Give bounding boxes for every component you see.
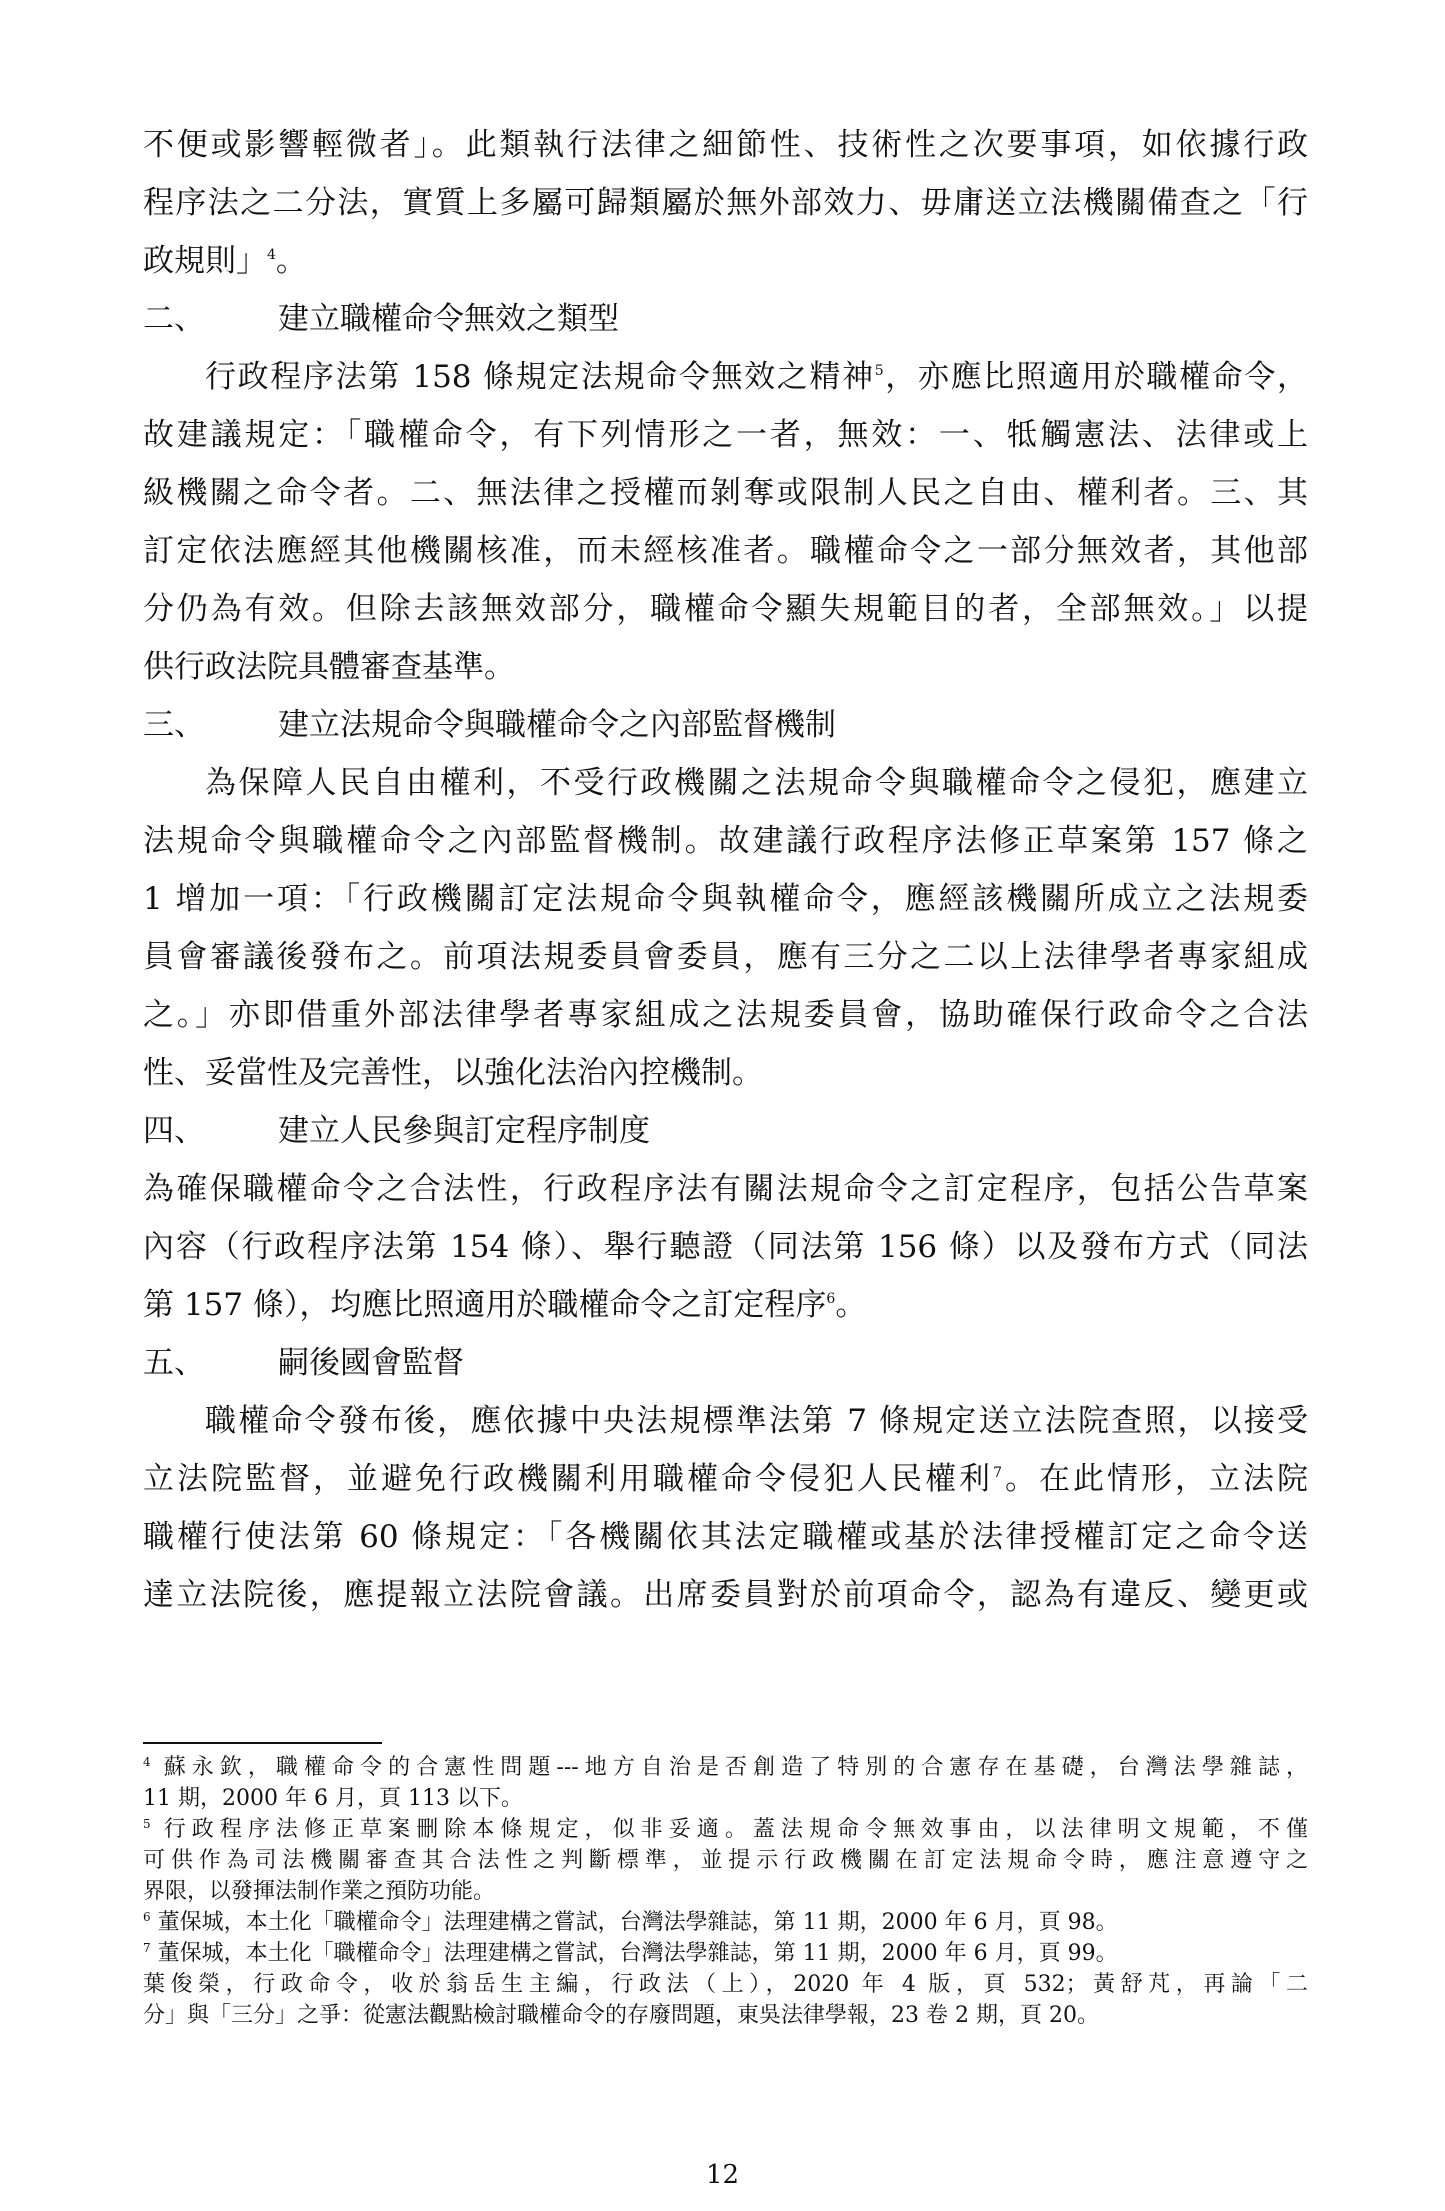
paragraph-line: 法規命令與職權命令之內部監督機制。故建議行政程序法修正草案第 157 條之 <box>143 823 1308 859</box>
section-heading-3 <box>143 696 1308 754</box>
paragraph-line: 職權行使法第 60 條規定：「各機關依其法定職權或基於法律授權訂定之命令送 <box>143 1519 1308 1555</box>
text-span: ，亦應比照適用於職權命令， <box>883 359 1308 395</box>
paragraph-line: 為保障人民自由權利，不受行政機關之法規命令與職權命令之侵犯，應建立 <box>205 765 1308 801</box>
text-span: 行政程序法第 158 條規定法規命令無效之精神 <box>205 359 875 395</box>
section-heading-4 <box>143 1102 1308 1160</box>
page-number: 12 <box>705 2160 740 2190</box>
text-span: 。 <box>275 243 307 279</box>
paragraph-line: 職權命令發布後，應依據中央法規標準法第 7 條規定送立法院查照，以接受 <box>205 1403 1308 1439</box>
heading-title: 建立法規命令與職權命令之內部監督機制 <box>278 707 836 743</box>
heading-number: 二、 <box>143 301 205 337</box>
footnote-ref-7[interactable]: 7 <box>993 1465 1002 1481</box>
footnote-line: 11 期，2000 年 6 月，頁 113 以下。 <box>143 1786 523 1811</box>
text-span: 。在此情形，立法院 <box>1001 1461 1308 1497</box>
footnote-mark: 5 <box>143 1817 151 1831</box>
paragraph-line: 程序法之二分法，實質上多屬可歸類屬於無外部效力、毋庸送立法機關備查之「行 <box>143 185 1308 221</box>
paragraph-line: 級機關之命令者。二、無法律之授權而剝奪或限制人民之自由、權利者。三、其 <box>143 475 1308 511</box>
heading-number: 四、 <box>143 1113 205 1149</box>
main-text <box>143 116 1308 1624</box>
footnotes <box>143 1752 1308 2031</box>
footnote-4 <box>143 1752 1308 1783</box>
footnote-line: 界限，以發揮法制作業之預防功能。 <box>143 1879 496 1904</box>
paragraph-line: 員會審議後發布之。前項法規委員會委員，應有三分之二以上法律學者專家組成 <box>143 939 1308 975</box>
text-span: 。 <box>835 1287 867 1323</box>
footnote-text: 行政程序法修正草案刪除本條規定，似非妥適。蓋法規命令無效事由，以法律明文規範，不僅 <box>163 1817 1308 1842</box>
footnote-text: 蘇永欽，職權命令的合憲性問題---地方自治是否創造了特別的合憲存在基礎，台灣法學雜誌， <box>163 1755 1308 1780</box>
footnote-mark: 4 <box>143 1755 151 1769</box>
footnote-6 <box>143 1907 1308 1938</box>
footnote-line: 可供作為司法機關審查其合法性之判斷標準，並提示行政機關在訂定法規命令時，應注意遵守之 <box>143 1848 1308 1873</box>
paragraph-line: 不便或影響輕微者」。此類執行法律之細節性、技術性之次要事項，如依據行政 <box>143 127 1308 163</box>
footnote-mark: 7 <box>143 1941 151 1955</box>
section-heading-2 <box>143 290 1308 348</box>
paragraph-line: 內容（行政程序法第 154 條）、舉行聽證（同法第 156 條）以及發布方式（同法 <box>143 1229 1308 1265</box>
heading-title: 嗣後國會監督 <box>278 1345 464 1381</box>
paragraph-line: 故建議規定：「職權命令，有下列情形之一者，無效：一、牴觸憲法、法律或上 <box>143 417 1308 453</box>
footnote-ref-6[interactable]: 6 <box>826 1291 836 1307</box>
paragraph-line <box>143 232 1308 290</box>
paragraph-line <box>143 1450 1308 1508</box>
footnote-text: 董保城，本土化「職權命令」法理建構之嘗試，台灣法學雜誌，第 11 期，2000 年 6 月，頁 99。 <box>157 1941 1118 1966</box>
footnote-ref-5[interactable]: 5 <box>874 363 884 379</box>
paragraph-line: 供行政法院具體審查基準。 <box>143 649 515 685</box>
paragraph-line: 訂定依法應經其他機關核准，而未經核准者。職權命令之一部分無效者，其他部 <box>143 533 1308 569</box>
paragraph-line: 性、妥當性及完善性，以強化法治內控機制。 <box>143 1055 763 1091</box>
section-heading-5 <box>143 1334 1308 1392</box>
paragraph-line: 達立法院後，應提報立法院會議。出席委員對於前項命令，認為有違反、變更或 <box>143 1577 1308 1613</box>
text-span: 第 157 條），均應比照適用於職權命令之訂定程序 <box>143 1287 827 1323</box>
paragraph-line <box>143 1276 1308 1334</box>
heading-title: 建立人民參與訂定程序制度 <box>278 1113 650 1149</box>
paragraph-line: 1 增加一項：「行政機關訂定法規命令與執權命令，應經該機關所成立之法規委 <box>143 881 1308 917</box>
paragraph-line: 為確保職權命令之合法性，行政程序法有關法規命令之訂定程序，包括公告草案 <box>143 1171 1308 1207</box>
footnote-line: 葉俊榮，行政命令，收於翁岳生主編，行政法（上），2020 年 4 版，頁 532；黃舒芃，再論「二 <box>143 1972 1308 1997</box>
paragraph-line: 之。」亦即借重外部法律學者專家組成之法規委員會，協助確保行政命令之合法 <box>143 997 1308 1033</box>
footnote-5 <box>143 1814 1308 1845</box>
paragraph-line: 分仍為有效。但除去該無效部分，職權命令顯失規範目的者，全部無效。」以提 <box>143 591 1308 627</box>
heading-title: 建立職權命令無效之類型 <box>278 301 619 337</box>
heading-number: 五、 <box>143 1345 205 1381</box>
footnote-mark: 6 <box>143 1910 151 1924</box>
footnote-7 <box>143 1938 1308 1969</box>
paragraph-line <box>143 348 1308 406</box>
footnote-divider <box>143 1742 382 1744</box>
footnote-ref-4[interactable]: 4 <box>267 247 276 263</box>
text-span: 立法院監督，並避免行政機關利用職權命令侵犯人民權利 <box>143 1461 994 1497</box>
footnote-line: 分」與「三分」之爭：從憲法觀點檢討職權命令的存廢問題，東吳法律學報，23 卷 2 期，頁 20。 <box>143 2003 1099 2028</box>
heading-number: 三、 <box>143 707 205 743</box>
footnote-text: 董保城，本土化「職權命令」法理建構之嘗試，台灣法學雜誌，第 11 期，2000 年 6 月，頁 98。 <box>157 1910 1118 1935</box>
text-span: 政規則」 <box>143 243 267 279</box>
